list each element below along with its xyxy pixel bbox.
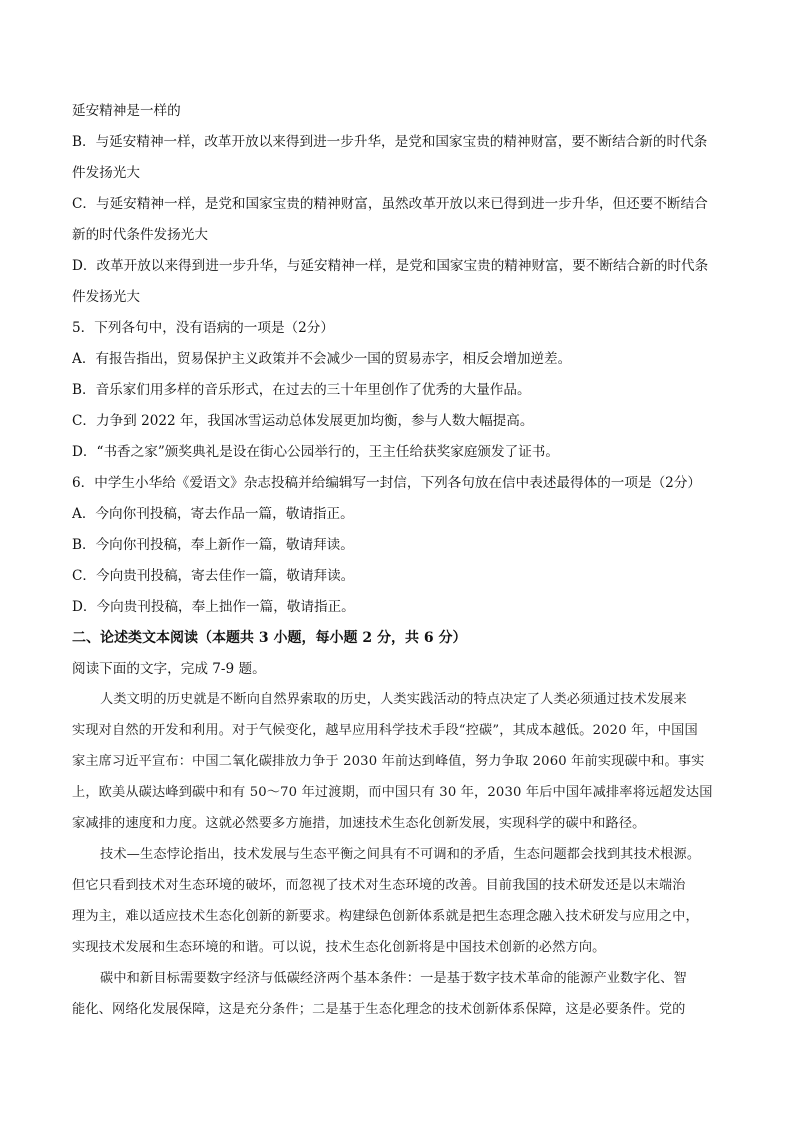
passage-p2-line2: 但它只看到技术对生态环境的破坏，而忽视了技术对生态环境的改善。目前我国的技术研发还是以末端治 (72, 878, 686, 893)
passage-p2-line3: 理为主，难以适应技术生态化创新的新要求。构建绿色创新体系就是把生态理念融入技术研发与应用之中， (72, 909, 699, 924)
q6-option-d: D．今向贵刊投稿，奉上拙作一篇，敬请指正。 (72, 599, 355, 615)
q4-option-b-line1: B．与延安精神一样，改革开放以来得到进一步升华，是党和国家宝贵的精神财富，要不断结合新的时代条 (72, 134, 708, 150)
q4-option-d-line2: 件发扬光大 (72, 289, 140, 305)
passage-p1-line2: 实现对自然的开发和利用。对于气候变化，越早应用科学技术手段“控碳”，其成本越低。2020 年，中国国 (72, 723, 698, 738)
q5-option-d: D．“书香之家”颁奖典礼是设在街心公园举行的，王主任给获奖家庭颁发了证书。 (72, 444, 559, 460)
q6-option-a: A．今向你刊投稿，寄去作品一篇，敬请指正。 (72, 506, 354, 522)
q4-option-b-line2: 件发扬光大 (72, 165, 140, 181)
q6-stem: 6．中学生小华给《爱语文》杂志投稿并给编辑写一封信，下列各句放在信中表述最得体的一项是（2分） (72, 475, 702, 491)
passage-p1-line3: 家主席习近平宣布：中国二氧化碳排放力争于 2030 年前达到峰值，努力争取 2060 年前实现碳中和。事实 (72, 754, 705, 769)
q5-option-c: C．力争到 2022 年，我国冰雪运动总体发展更加均衡，参与人数大幅提高。 (72, 413, 534, 429)
passage-p1-line5: 家减排的速度和力度。这就必然要多方施措，加速技术生态化创新发展，实现科学的碳中和路径。 (72, 816, 646, 831)
q4-option-d-line1: D．改革开放以来得到进一步升华，与延安精神一样，是党和国家宝贵的精神财富，要不断结合新的时代条 (72, 258, 709, 274)
q6-option-c: C．今向贵刊投稿，寄去佳作一篇，敬请拜读。 (72, 568, 355, 584)
q4-option-c-line1: C．与延安精神一样，是党和国家宝贵的精神财富，虽然改革开放以来已得到进一步升华，但还要不断结合 (72, 196, 708, 212)
q4-option-c-line2: 新的时代条件发扬光大 (72, 227, 208, 243)
q6-option-b: B．今向你刊投稿，奉上新作一篇，敬请拜读。 (72, 537, 354, 553)
passage-p3-line1: 碳中和新目标需要数字经济与低碳经济两个基本条件：一是基于数字技术革命的能源产业数字化、智 (100, 971, 687, 986)
section-instruction: 阅读下面的文字，完成 7-9 题。 (72, 661, 266, 677)
q5-stem: 5．下列各句中，没有语病的一项是（2分） (72, 320, 334, 336)
passage-p3-line2: 能化、网络化发展保障，这是充分条件；二是基于生态化理念的技术创新体系保障，这是必要条件。党的 (72, 1002, 686, 1017)
passage-p2-line4: 实现技术发展和生态环境的和谐。可以说，技术生态化创新将是中国技术创新的必然方向。 (72, 940, 606, 955)
passage-p2-line1: 技术—生态悖论指出，技术发展与生态平衡之间具有不可调和的矛盾，生态问题都会找到其技术根源。 (100, 847, 701, 862)
section-heading: 二、论述类文本阅读（本题共 3 小题，每小题 2 分，共 6 分） (72, 630, 467, 646)
q5-option-a: A．有报告指出，贸易保护主义政策并不会减少一国的贸易赤字，相反会增加逆差。 (72, 351, 572, 367)
passage-p1-line1: 人类文明的历史就是不断向自然界索取的历史，人类实践活动的特点决定了人类必须通过技术发展来 (100, 692, 687, 707)
q5-option-b: B．音乐家们用多样的音乐形式，在过去的三十年里创作了优秀的大量作品。 (72, 382, 531, 398)
q4-option-a-continuation: 延安精神是一样的 (72, 103, 181, 119)
passage-p1-line4: 上，欧美从碳达峰到碳中和有 50～70 年过渡期，而中国只有 30 年，2030 年后中国年减排率将远超发达国 (72, 785, 713, 800)
